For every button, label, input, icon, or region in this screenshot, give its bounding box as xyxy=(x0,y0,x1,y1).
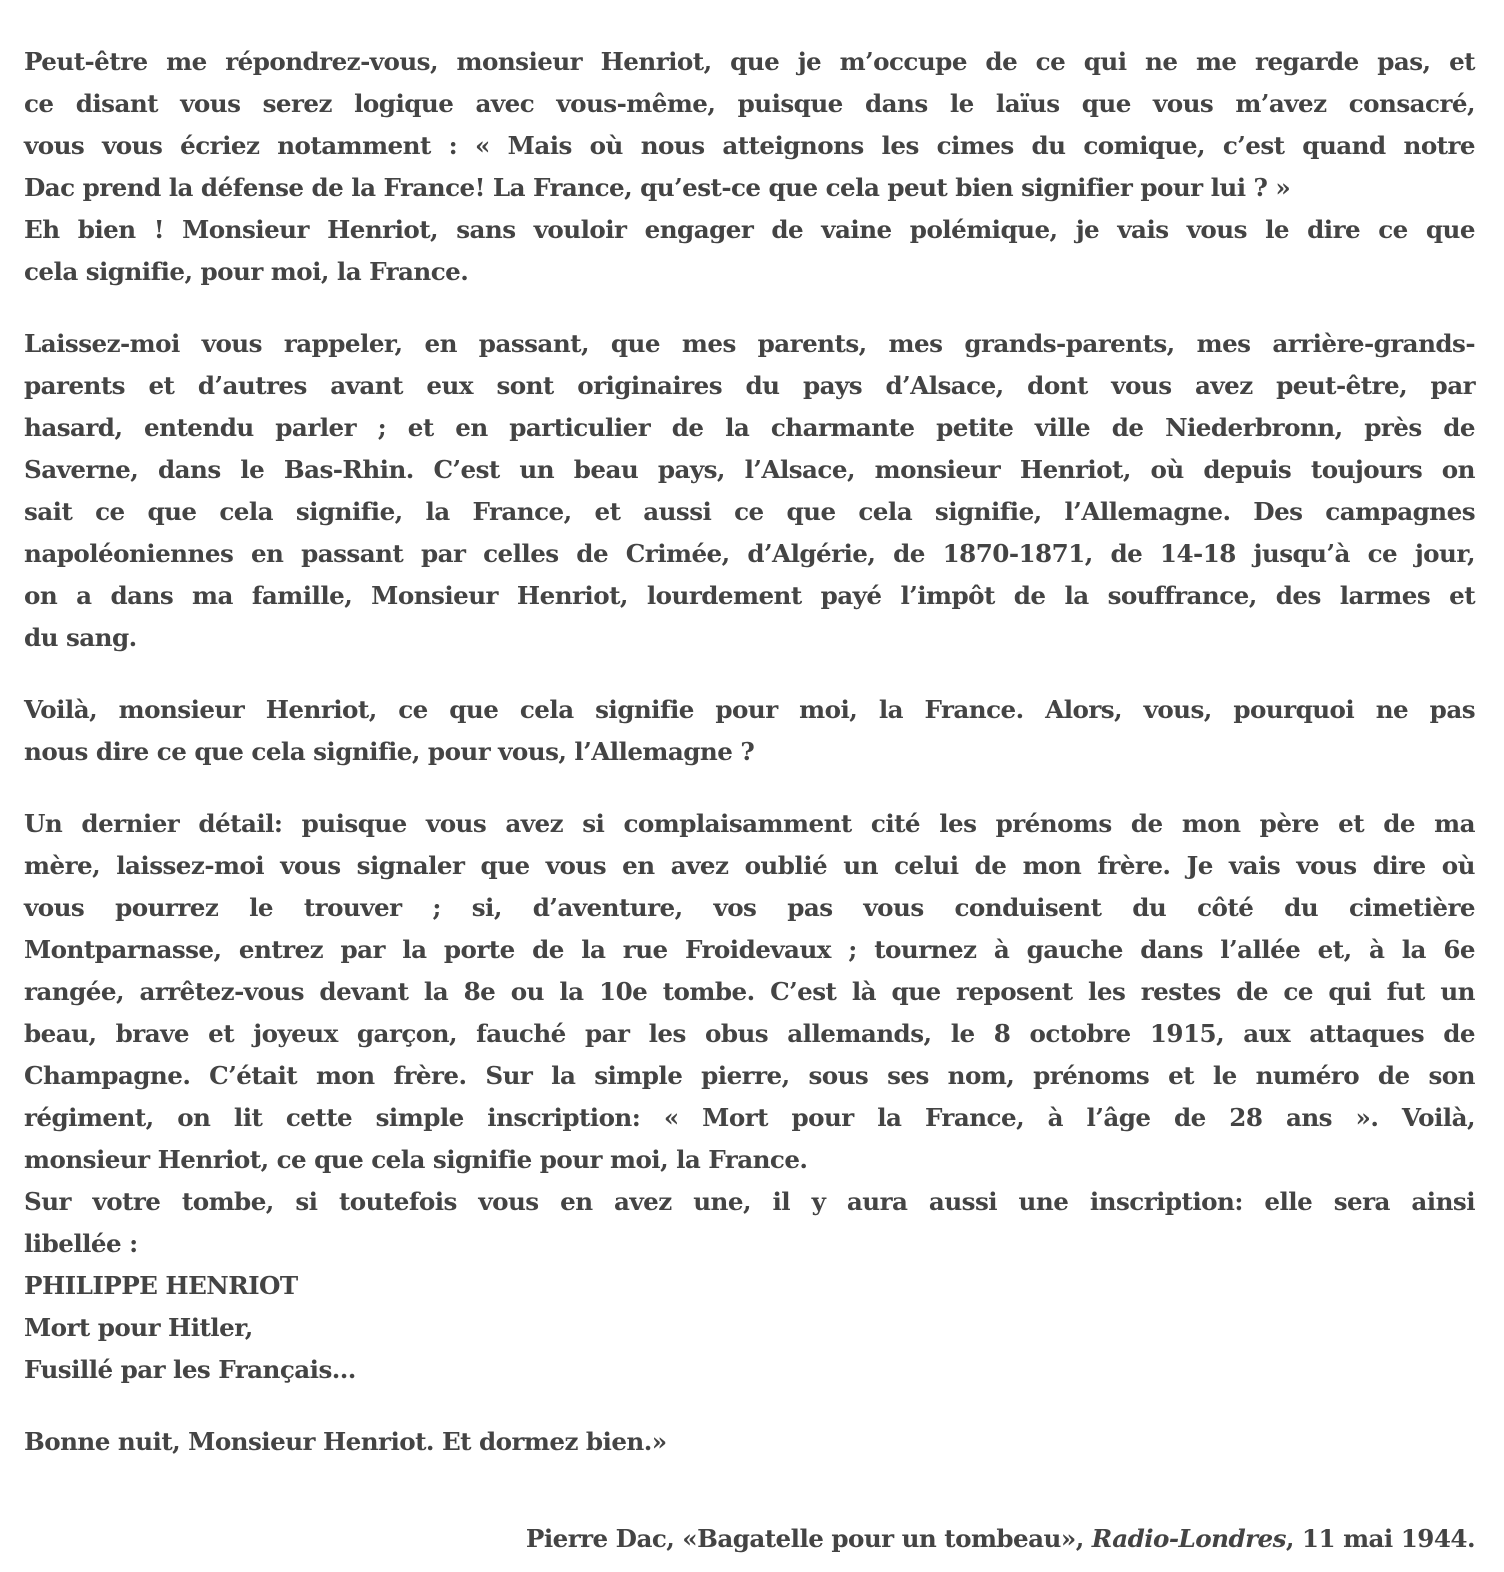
citation-date: , 11 mai 1944. xyxy=(1285,1524,1475,1553)
text-line: ce disant vous serez logique avec vous-même, puisque dans le laïus que vous m’avez consacré, xyxy=(24,89,1475,118)
text-line: vous vous écriez notamment : « Mais où nous atteignons les cimes du comique, c’est quand notre xyxy=(24,131,1475,160)
text-line: beau, brave et joyeux garçon, fauché par les obus allemands, le 8 octobre 1915, aux attaques de xyxy=(24,1019,1475,1048)
text-line: Saverne, dans le Bas-Rhin. C’est un beau pays, l’Alsace, monsieur Henriot, où depuis toujours on xyxy=(24,455,1475,484)
text-line: du sang. xyxy=(24,623,137,652)
text-line: rangée, arrêtez-vous devant la 8e ou la 10e tombe. C’est là que reposent les restes de ce qui fut un xyxy=(24,977,1475,1006)
text-line: libellée : xyxy=(24,1229,138,1258)
text-line: Montparnasse, entrez par la porte de la rue Froidevaux ; tournez à gauche dans l’allée et, à la 6e xyxy=(24,935,1475,964)
text-line: régiment, on lit cette simple inscription: « Mort pour la France, à l’âge de 28 ans ». Voilà, xyxy=(24,1103,1475,1132)
text-line: Voilà, monsieur Henriot, ce que cela signifie pour moi, la France. Alors, vous, pourquoi ne pas xyxy=(24,695,1475,724)
text-line: Sur votre tombe, si toutefois vous en avez une, il y aura aussi une inscription: elle sera ainsi xyxy=(24,1187,1475,1216)
text-line: Un dernier détail: puisque vous avez si complaisamment cité les prénoms de mon père et de ma xyxy=(24,809,1475,838)
text-line: Bonne nuit, Monsieur Henriot. Et dormez bien.» xyxy=(24,1427,667,1456)
paragraph-4 xyxy=(24,803,1475,1391)
text-line: Dac prend la défense de la France! La France, qu’est-ce que cela peut bien signifier pour lui ? » xyxy=(24,173,1291,202)
text-line: Eh bien ! Monsieur Henriot, sans vouloir engager de vaine polémique, je vais vous le dire ce que xyxy=(24,215,1475,244)
text-line: on a dans ma famille, Monsieur Henriot, lourdement payé l’impôt de la souffrance, des larmes et xyxy=(24,581,1475,610)
paragraph-2 xyxy=(24,323,1475,659)
article-body xyxy=(24,41,1475,1493)
text-line: Champagne. C’était mon frère. Sur la simple pierre, sous ses nom, prénoms et le numéro de son xyxy=(24,1061,1475,1090)
paragraph-closing xyxy=(24,1421,1475,1463)
text-line: vous pourrez le trouver ; si, d’aventure, vos pas vous conduisent du côté du cimetière xyxy=(24,893,1475,922)
text-line: mère, laissez-moi vous signaler que vous en avez oublié un celui de mon frère. Je vais vous dire où xyxy=(24,851,1475,880)
citation xyxy=(526,1518,1475,1560)
text-line: Laissez-moi vous rappeler, en passant, que mes parents, mes grands-parents, mes arrière-grands- xyxy=(24,329,1475,358)
text-line: Peut-être me répondrez-vous, monsieur Henriot, que je m’occupe de ce qui ne me regarde pas, et xyxy=(24,47,1475,76)
citation-author-title: Pierre Dac, «Bagatelle pour un tombeau», xyxy=(525,1524,1092,1553)
citation-source: Radio-Londres xyxy=(1091,1524,1286,1553)
text-line: napoléoniennes en passant par celles de Crimée, d’Algérie, de 1870-1871, de 14-18 jusqu’à ce jour, xyxy=(24,539,1475,568)
text-line: monsieur Henriot, ce que cela signifie pour moi, la France. xyxy=(24,1145,808,1174)
text-line: hasard, entendu parler ; et en particulier de la charmante petite ville de Niederbronn, près de xyxy=(24,413,1475,442)
text-line: cela signifie, pour moi, la France. xyxy=(24,257,469,286)
paragraph-3 xyxy=(24,689,1475,773)
paragraph-1 xyxy=(24,41,1475,293)
text-line: parents et d’autres avant eux sont originaires du pays d’Alsace, dont vous avez peut-être, par xyxy=(24,371,1475,400)
epitaph-line: Mort pour Hitler, xyxy=(24,1313,253,1342)
text-line: nous dire ce que cela signifie, pour vous, l’Allemagne ? xyxy=(24,737,755,766)
text-line: sait ce que cela signifie, la France, et aussi ce que cela signifie, l’Allemagne. Des campagnes xyxy=(24,497,1475,526)
epitaph-name: PHILIPPE HENRIOT xyxy=(24,1271,298,1300)
epitaph-line: Fusillé par les Français… xyxy=(24,1355,356,1384)
